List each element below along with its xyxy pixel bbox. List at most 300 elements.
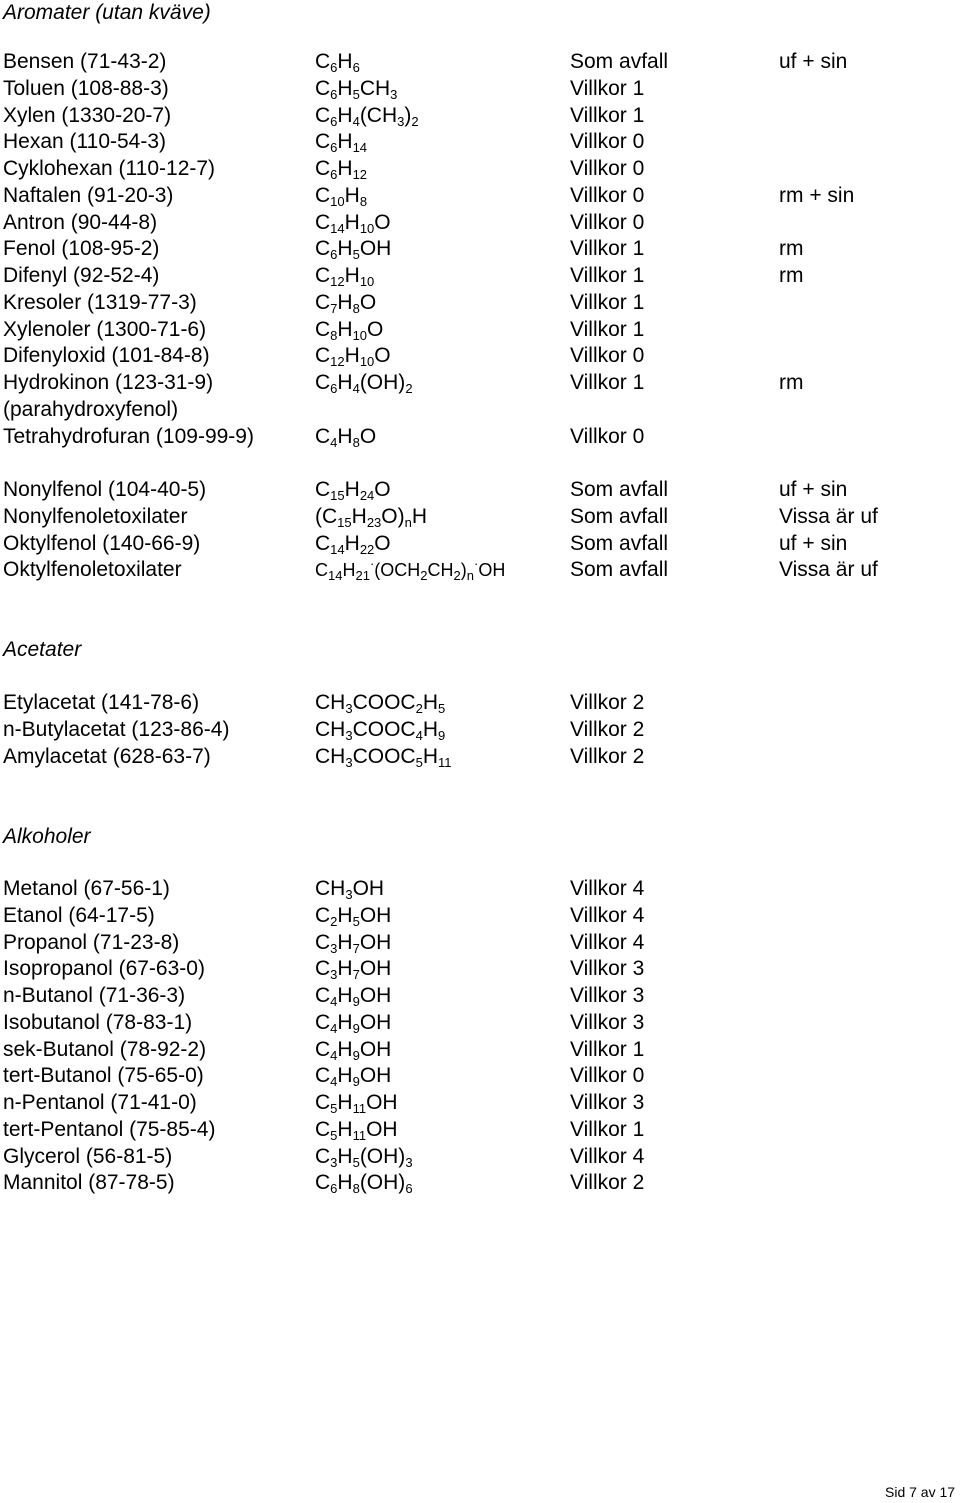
disposal-status: Villkor 1 <box>570 237 645 261</box>
formula-subscript: 4 <box>352 381 360 396</box>
table-row <box>0 156 960 183</box>
table-row <box>0 129 960 156</box>
substance-name: n-Butanol (71-36-3) <box>3 984 186 1007</box>
hazard-note: Vissa är uf <box>779 504 878 528</box>
table-row <box>0 557 960 584</box>
table-row <box>0 317 960 344</box>
formula-text: (OH) <box>359 371 406 394</box>
formula-subscript: 3 <box>345 727 353 743</box>
table-row <box>0 103 960 130</box>
formula-text: (OH) <box>359 1171 406 1195</box>
disposal-status: Som avfall <box>570 504 669 528</box>
formula-subscript: 12 <box>330 354 345 370</box>
hazard-note: uf + sin <box>779 531 848 555</box>
formula-text: O <box>374 478 391 501</box>
formula-text: H <box>337 1091 353 1114</box>
formula-subscript: 14 <box>330 220 345 236</box>
substance-name: Amylacetat (628-63-7) <box>3 744 211 768</box>
formula-subscript: n <box>404 514 412 530</box>
formula-subscript: 14 <box>328 568 343 584</box>
formula-text: OH <box>359 903 392 927</box>
formula-subscript: 6 <box>330 381 338 396</box>
chemical-formula <box>315 263 374 290</box>
chemical-formula <box>315 876 384 903</box>
substance-name: Tetrahydrofuran (109-99-9) <box>3 424 254 448</box>
formula-subscript: 6 <box>330 167 338 182</box>
table-row <box>0 370 960 424</box>
formula-subscript: 9 <box>437 727 446 743</box>
formula-subscript: 4 <box>330 1020 338 1036</box>
table-row <box>0 531 960 558</box>
formula-subscript: 3 <box>345 701 353 716</box>
formula-text: H <box>351 504 367 528</box>
chemical-formula <box>315 690 445 717</box>
formula-subscript: 21 <box>355 568 370 584</box>
formula-subscript: 9 <box>352 994 360 1009</box>
formula-subscript: 6 <box>330 86 338 102</box>
formula-text: CH <box>359 76 391 100</box>
disposal-status: Villkor 0 <box>570 424 645 448</box>
formula-text: H <box>337 103 353 127</box>
formula-text: O <box>367 317 384 341</box>
formula-text: H <box>422 691 438 714</box>
table-row <box>0 1170 960 1197</box>
formula-subscript: 10 <box>352 327 368 343</box>
formula-subscript: 6 <box>330 247 338 263</box>
formula-subscript: 9 <box>352 1020 360 1036</box>
formula-subscript: 4 <box>330 1047 338 1063</box>
formula-text: C <box>315 237 331 261</box>
formula-text: H <box>344 531 360 555</box>
formula-subscript: 11 <box>352 1101 367 1116</box>
formula-text: H <box>337 157 353 180</box>
hazard-note: Vissa är uf <box>779 558 878 582</box>
substance-name: Kresoler (1319-77-3) <box>3 290 197 314</box>
chemical-formula <box>315 983 391 1010</box>
substance-name: Xylenoler (1300-71-6) <box>3 317 207 341</box>
substance-name: Hexan (110-54-3) <box>3 130 167 154</box>
formula-subscript: 2 <box>411 113 419 129</box>
table-row <box>0 903 960 930</box>
formula-subscript: 12 <box>330 274 345 289</box>
hazard-note: rm <box>779 237 804 261</box>
chemical-formula <box>315 504 427 531</box>
formula-text: H <box>344 210 360 234</box>
formula-subscript: 14 <box>352 140 368 156</box>
formula-subscript: 7 <box>352 940 360 956</box>
formula-subscript: 23 <box>366 514 382 530</box>
formula-text: CH <box>315 691 346 714</box>
formula-text: C <box>315 903 331 927</box>
chemical-formula <box>315 1090 398 1117</box>
chemical-formula <box>315 343 391 370</box>
formula-text: CH <box>315 877 346 900</box>
table-row <box>0 983 960 1010</box>
formula-subscript: 11 <box>437 754 452 770</box>
substance-name: Etylacetat (141-78-6) <box>3 691 200 714</box>
formula-subscript: 15 <box>337 514 352 530</box>
formula-text: O <box>359 290 377 314</box>
disposal-status: Villkor 1 <box>570 103 645 127</box>
substance-name: Difenyl (92-52-4) <box>3 264 160 287</box>
formula-subscript: 12 <box>352 167 368 182</box>
formula-text: O <box>359 424 377 448</box>
table-row <box>0 1117 960 1144</box>
disposal-status: Som avfall <box>570 478 669 501</box>
table-row <box>0 504 960 531</box>
disposal-status: Villkor 3 <box>570 1010 645 1034</box>
chemical-formula <box>315 744 451 771</box>
chemical-formula <box>315 290 376 317</box>
formula-text: (OH) <box>359 1144 406 1168</box>
substance-name: n-Pentanol (71-41-0) <box>3 1091 197 1114</box>
formula-text: CH <box>315 744 346 768</box>
formula-text: H <box>337 424 353 448</box>
table-row <box>0 1010 960 1037</box>
chemical-formula <box>315 370 413 397</box>
formula-text: H <box>337 130 353 154</box>
formula-text: (OCH <box>374 560 421 581</box>
formula-subscript: 3 <box>397 113 405 129</box>
formula-text: CH <box>427 560 454 581</box>
disposal-status: Villkor 0 <box>570 183 645 207</box>
substance-name: Etanol (64-17-5) <box>3 903 155 927</box>
formula-subscript: 2 <box>415 701 423 716</box>
formula-subscript: 10 <box>330 193 345 209</box>
formula-subscript: 5 <box>330 1127 338 1143</box>
substance-name: Nonylfenoletoxilater <box>3 504 188 528</box>
formula-subscript: 11 <box>352 1127 367 1143</box>
disposal-status: Villkor 0 <box>570 1064 645 1088</box>
substance-name: Isopropanol (67-63-0) <box>3 957 205 981</box>
formula-subscript: 6 <box>352 60 360 75</box>
disposal-status: Villkor 4 <box>570 930 645 954</box>
formula-text: OH <box>359 1010 392 1034</box>
chemical-formula <box>315 49 360 76</box>
table-row <box>0 876 960 903</box>
chemical-formula <box>315 717 445 744</box>
formula-text: COOC <box>352 717 416 741</box>
formula-text: OH <box>359 1064 392 1088</box>
section-title-acetater: Acetater <box>3 638 82 661</box>
formula-subscript: 5 <box>415 754 423 770</box>
formula-text: O <box>374 344 391 368</box>
formula-subscript: 22 <box>359 541 375 557</box>
formula-text: C <box>315 1091 331 1114</box>
formula-text: H <box>337 1117 353 1141</box>
formula-subscript: 6 <box>330 60 338 75</box>
formula-text: O <box>374 210 391 234</box>
formula-subscript: 9 <box>352 1047 360 1063</box>
disposal-status: Villkor 3 <box>570 957 645 981</box>
table-row <box>0 263 960 290</box>
chemical-formula <box>315 956 391 983</box>
formula-text: OH <box>359 1037 392 1061</box>
substance-name: Difenyloxid (101-84-8) <box>3 344 210 368</box>
substance-name: Toluen (108-88-3) <box>3 76 169 100</box>
table-row <box>0 1037 960 1064</box>
formula-text: C <box>315 957 331 981</box>
table-row <box>0 236 960 263</box>
hazard-note: uf + sin <box>779 478 848 501</box>
formula-text: COOC <box>352 691 416 714</box>
formula-text: CH <box>315 717 346 741</box>
formula-subscript: 7 <box>330 300 338 316</box>
chemical-formula <box>315 129 367 156</box>
substance-name: Metanol (67-56-1) <box>3 877 170 900</box>
formula-text: OH <box>359 930 392 954</box>
formula-subscript: 3 <box>330 940 338 956</box>
formula-text: H <box>344 478 360 501</box>
formula-subscript: 4 <box>330 994 338 1009</box>
hazard-note: rm <box>779 264 804 287</box>
table-row <box>0 717 960 744</box>
formula-subscript: 10 <box>359 354 375 370</box>
formula-text: H <box>344 264 360 287</box>
table-row <box>0 183 960 210</box>
disposal-status: Villkor 0 <box>570 157 645 180</box>
formula-subscript: 2 <box>405 381 413 396</box>
formula-text: C <box>315 290 331 314</box>
substance-name: Xylen (1330-20-7) <box>3 103 172 127</box>
formula-text: C <box>315 1010 331 1034</box>
formula-text: H <box>337 1064 353 1088</box>
disposal-status: Villkor 1 <box>570 371 645 394</box>
formula-text: OH <box>359 984 392 1007</box>
table-row <box>0 744 960 771</box>
disposal-status: Villkor 3 <box>570 984 645 1007</box>
formula-text: H <box>337 317 353 341</box>
disposal-status: Villkor 4 <box>570 903 645 927</box>
formula-subscript: 10 <box>359 220 375 236</box>
substance-name: Antron (90-44-8) <box>3 210 158 234</box>
chemical-formula <box>315 1144 413 1171</box>
formula-text: H <box>342 560 356 581</box>
substance-name: Mannitol (87-78-5) <box>3 1171 175 1195</box>
disposal-status: Som avfall <box>570 50 669 73</box>
formula-superscript: · <box>369 556 375 572</box>
formula-subscript: 6 <box>330 113 338 129</box>
formula-subscript: 5 <box>330 1101 338 1116</box>
chemical-formula <box>315 183 367 210</box>
chemical-formula <box>315 236 391 263</box>
chemical-formula <box>315 477 391 504</box>
table-row <box>0 930 960 957</box>
formula-subscript: 3 <box>330 1154 338 1170</box>
disposal-status: Villkor 1 <box>570 264 645 287</box>
disposal-status: Villkor 1 <box>570 76 645 100</box>
formula-text: H <box>337 1037 353 1061</box>
formula-text: H <box>422 717 438 741</box>
hazard-note: rm <box>779 371 804 394</box>
formula-text: OH <box>366 1091 398 1114</box>
substance-name: Oktylfenoletoxilater <box>3 558 182 582</box>
substance-name: Bensen (71-43-2) <box>3 50 167 73</box>
formula-subscript: 9 <box>352 1074 360 1090</box>
formula-text: H <box>337 76 353 100</box>
table-row <box>0 49 960 76</box>
formula-text: C <box>315 130 331 154</box>
disposal-status: Villkor 1 <box>570 290 645 314</box>
substance-name: Glycerol (56-81-5) <box>3 1144 173 1168</box>
formula-subscript: 24 <box>359 488 375 503</box>
formula-text: C <box>315 478 331 501</box>
formula-text: C <box>315 424 331 448</box>
chemical-formula <box>315 1010 391 1037</box>
substance-name: Fenol (108-95-2) <box>3 237 160 261</box>
chemical-formula <box>315 557 505 584</box>
formula-subscript: 8 <box>352 434 360 450</box>
table-row <box>0 343 960 370</box>
formula-text: OH <box>366 1117 398 1141</box>
chemical-formula <box>315 531 391 558</box>
formula-text: C <box>315 930 331 954</box>
formula-text: O <box>374 531 391 555</box>
substance-name: Hydrokinon (123-31-9) (parahydroxyfenol) <box>3 371 214 421</box>
formula-subscript: 4 <box>330 1074 338 1090</box>
formula-subscript: 14 <box>330 541 345 557</box>
formula-text: C <box>315 157 331 180</box>
formula-subscript: 6 <box>330 1181 338 1197</box>
chemical-formula <box>315 903 391 930</box>
formula-text: H <box>344 183 360 207</box>
formula-text: H <box>337 50 353 73</box>
substance-name: Propanol (71-23-8) <box>3 930 180 954</box>
formula-subscript: 6 <box>405 1181 413 1197</box>
hazard-note: uf + sin <box>779 50 848 73</box>
formula-subscript: 4 <box>330 434 338 450</box>
substance-name: tert-Pentanol (75-85-4) <box>3 1117 216 1141</box>
chemical-formula <box>315 1170 413 1197</box>
formula-subscript: 4 <box>352 113 360 129</box>
disposal-status: Villkor 4 <box>570 877 645 900</box>
formula-text: C <box>315 1117 331 1141</box>
section-rows-alkoholer <box>0 876 960 1197</box>
formula-text: C <box>315 183 331 207</box>
formula-subscript: 4 <box>415 727 423 743</box>
table-row <box>0 956 960 983</box>
formula-text: C <box>315 50 331 73</box>
formula-text: C <box>315 1144 331 1168</box>
chemical-formula <box>315 1063 391 1090</box>
section-title-aromater: Aromater (utan kväve) <box>3 1 211 24</box>
formula-text: H <box>337 237 353 261</box>
formula-text: C <box>315 210 331 234</box>
disposal-status: Villkor 2 <box>570 717 645 741</box>
formula-text: ) <box>460 560 467 581</box>
substance-name: Nonylfenol (104-40-5) <box>3 478 207 501</box>
table-row <box>0 424 960 478</box>
formula-text: C <box>315 264 331 287</box>
disposal-status: Villkor 1 <box>570 1037 645 1061</box>
section-rows-aromater <box>0 49 960 584</box>
formula-text: C <box>315 76 331 100</box>
formula-subscript: 15 <box>330 488 345 503</box>
formula-text: OH <box>352 877 385 900</box>
formula-subscript: 2 <box>420 568 428 584</box>
formula-subscript: n <box>466 568 474 584</box>
formula-subscript: 5 <box>437 701 446 716</box>
formula-text: C <box>315 1064 331 1088</box>
formula-text: COOC <box>352 744 416 768</box>
chemical-formula <box>315 424 376 451</box>
chemical-formula <box>315 103 419 130</box>
formula-subscript: 6 <box>330 140 338 156</box>
formula-text: H <box>337 957 353 981</box>
formula-subscript: 5 <box>352 1154 360 1170</box>
disposal-status: Villkor 4 <box>570 1144 645 1168</box>
disposal-status: Som avfall <box>570 558 669 582</box>
formula-text: H <box>337 1010 353 1034</box>
chemical-formula <box>315 1037 391 1064</box>
formula-subscript: 3 <box>405 1154 413 1170</box>
table-row <box>0 690 960 717</box>
table-row <box>0 290 960 317</box>
formula-text: (C <box>315 504 338 528</box>
disposal-status: Som avfall <box>570 531 669 555</box>
hazard-note: rm + sin <box>779 183 855 207</box>
formula-text: OH <box>478 560 506 581</box>
chemical-formula <box>315 156 367 183</box>
substance-name: Oktylfenol (140-66-9) <box>3 531 201 555</box>
formula-text: OH <box>359 237 392 261</box>
formula-text: H <box>337 1171 353 1195</box>
substance-name: n-Butylacetat (123-86-4) <box>3 717 230 741</box>
chemical-formula <box>315 76 397 103</box>
formula-text: ) <box>404 103 412 127</box>
substance-name: Cyklohexan (110-12-7) <box>3 157 216 180</box>
formula-text: C <box>315 531 331 555</box>
chemical-formula <box>315 930 391 957</box>
formula-subscript: 8 <box>330 327 338 343</box>
formula-text: C <box>315 560 328 581</box>
disposal-status: Villkor 0 <box>570 344 645 368</box>
disposal-status: Villkor 2 <box>570 691 645 714</box>
formula-text: C <box>315 344 331 368</box>
page-number: Sid 7 av 17 <box>885 1484 956 1500</box>
formula-text: (CH <box>359 103 398 127</box>
section-rows-acetater <box>0 690 960 770</box>
formula-subscript: 8 <box>352 1181 360 1197</box>
formula-subscript: 2 <box>453 568 461 584</box>
formula-subscript: 3 <box>345 754 353 770</box>
disposal-status: Villkor 0 <box>570 210 645 234</box>
formula-text: H <box>337 984 353 1007</box>
formula-text: H <box>337 290 353 314</box>
formula-text: C <box>315 317 331 341</box>
formula-text: C <box>315 984 331 1007</box>
formula-subscript: 8 <box>359 193 368 209</box>
formula-text: H <box>337 903 353 927</box>
formula-subscript: 2 <box>330 913 338 929</box>
formula-subscript: 3 <box>330 967 338 983</box>
disposal-status: Villkor 1 <box>570 317 645 341</box>
substance-name: Naftalen (91-20-3) <box>3 183 174 207</box>
table-row <box>0 210 960 237</box>
table-row <box>0 1144 960 1171</box>
disposal-status: Villkor 1 <box>570 1117 645 1141</box>
formula-text: H <box>422 744 438 768</box>
table-row <box>0 76 960 103</box>
disposal-status: Villkor 2 <box>570 1171 645 1195</box>
table-row <box>0 1063 960 1090</box>
chemical-formula <box>315 317 383 344</box>
table-row <box>0 1090 960 1117</box>
substance-name: sek-Butanol (78-92-2) <box>3 1037 207 1061</box>
formula-text: C <box>315 103 331 127</box>
substance-name: tert-Butanol (75-65-0) <box>3 1064 204 1088</box>
disposal-status: Villkor 3 <box>570 1091 645 1114</box>
